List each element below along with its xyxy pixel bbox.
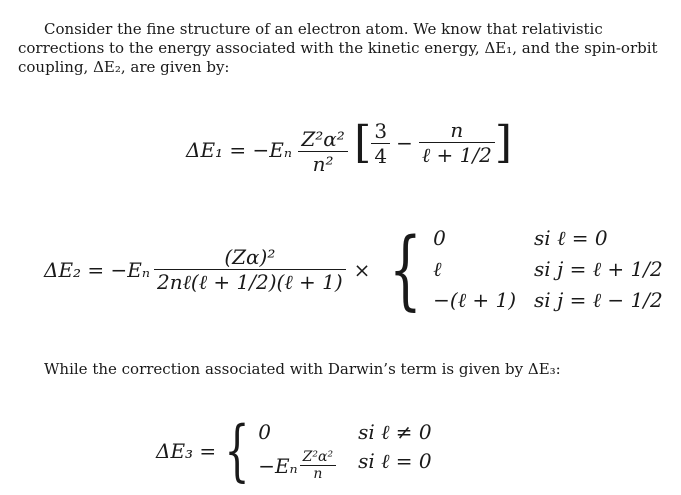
eq2-fraction bbox=[154, 245, 346, 295]
eq2-case-0-condition: si ℓ = 0 bbox=[534, 226, 608, 250]
eq2-case-2-condition: si j = ℓ − 1/2 bbox=[534, 288, 663, 312]
eq3-case-1-value: 0 bbox=[258, 420, 271, 444]
eq3-case-2-fraction bbox=[300, 449, 336, 482]
eq3-case-2-frac-numerator: Z²α² bbox=[300, 449, 336, 466]
darwin-paragraph: While the correction associated with Darwin’s term is given by ΔE₃: bbox=[44, 360, 561, 378]
eq1-inner-fraction-2 bbox=[419, 118, 495, 168]
equation-delta-e2 bbox=[44, 219, 663, 320]
eq1-bracket-group bbox=[354, 118, 512, 168]
eq1-minus-sign: − bbox=[396, 131, 413, 155]
eq3-case-2-prefix: −Eₙ bbox=[258, 453, 298, 478]
eq2-case-1-condition: si j = ℓ + 1/2 bbox=[534, 257, 663, 281]
eq2-case-table bbox=[433, 226, 663, 313]
eq1-inner-frac1-denominator: 4 bbox=[374, 143, 388, 168]
eq1-frac-denominator: n² bbox=[312, 152, 334, 176]
eq1-inner-fraction-1 bbox=[371, 119, 390, 168]
equation-delta-e1 bbox=[186, 118, 512, 176]
eq3-case-2-frac-denominator: n bbox=[313, 466, 323, 482]
eq2-case-2-value: −(ℓ + 1) bbox=[433, 288, 517, 312]
eq1-lhs: ΔE₁ = −Eₙ bbox=[186, 138, 292, 162]
eq3-cases bbox=[216, 412, 432, 489]
eq1-inner-frac2-denominator: ℓ + 1/2 bbox=[421, 143, 492, 167]
eq2-case-1-value: ℓ bbox=[433, 257, 442, 281]
eq1-frac-numerator: Z²α² bbox=[298, 127, 347, 152]
eq1-inner-frac1-numerator: 3 bbox=[371, 119, 390, 144]
eq2-cases bbox=[378, 219, 663, 320]
eq1-inner-frac2-numerator: n bbox=[419, 118, 495, 143]
eq3-case-1-condition: si ℓ ≠ 0 bbox=[358, 420, 432, 444]
eq3-lhs: ΔE₃ = bbox=[156, 439, 217, 463]
eq3-case-2-condition: si ℓ = 0 bbox=[358, 449, 432, 473]
intro-paragraph: Consider the fine structure of an electron atom. We know that relativistic corrections to the energy associated with the kinetic energy, ΔE₁, and the spin-orbit coupling, ΔE₂, are given by: bbox=[18, 20, 658, 76]
eq3-case-2-value bbox=[258, 449, 336, 482]
left-curly-brace: { bbox=[224, 412, 250, 489]
right-square-bracket: ] bbox=[494, 117, 512, 168]
eq2-times-sign: × bbox=[353, 257, 371, 282]
left-square-bracket: [ bbox=[354, 117, 372, 168]
eq2-lhs: ΔE₂ = −Eₙ bbox=[44, 257, 150, 282]
eq3-case-table bbox=[258, 420, 431, 482]
left-curly-brace: { bbox=[389, 219, 423, 320]
eq2-frac-denominator: 2nℓ(ℓ + 1/2)(ℓ + 1) bbox=[157, 269, 343, 294]
eq1-fraction bbox=[298, 127, 347, 176]
equation-delta-e3 bbox=[156, 412, 432, 489]
eq2-frac-numerator: (Zα)² bbox=[154, 245, 346, 270]
eq2-case-0-value: 0 bbox=[433, 226, 446, 250]
